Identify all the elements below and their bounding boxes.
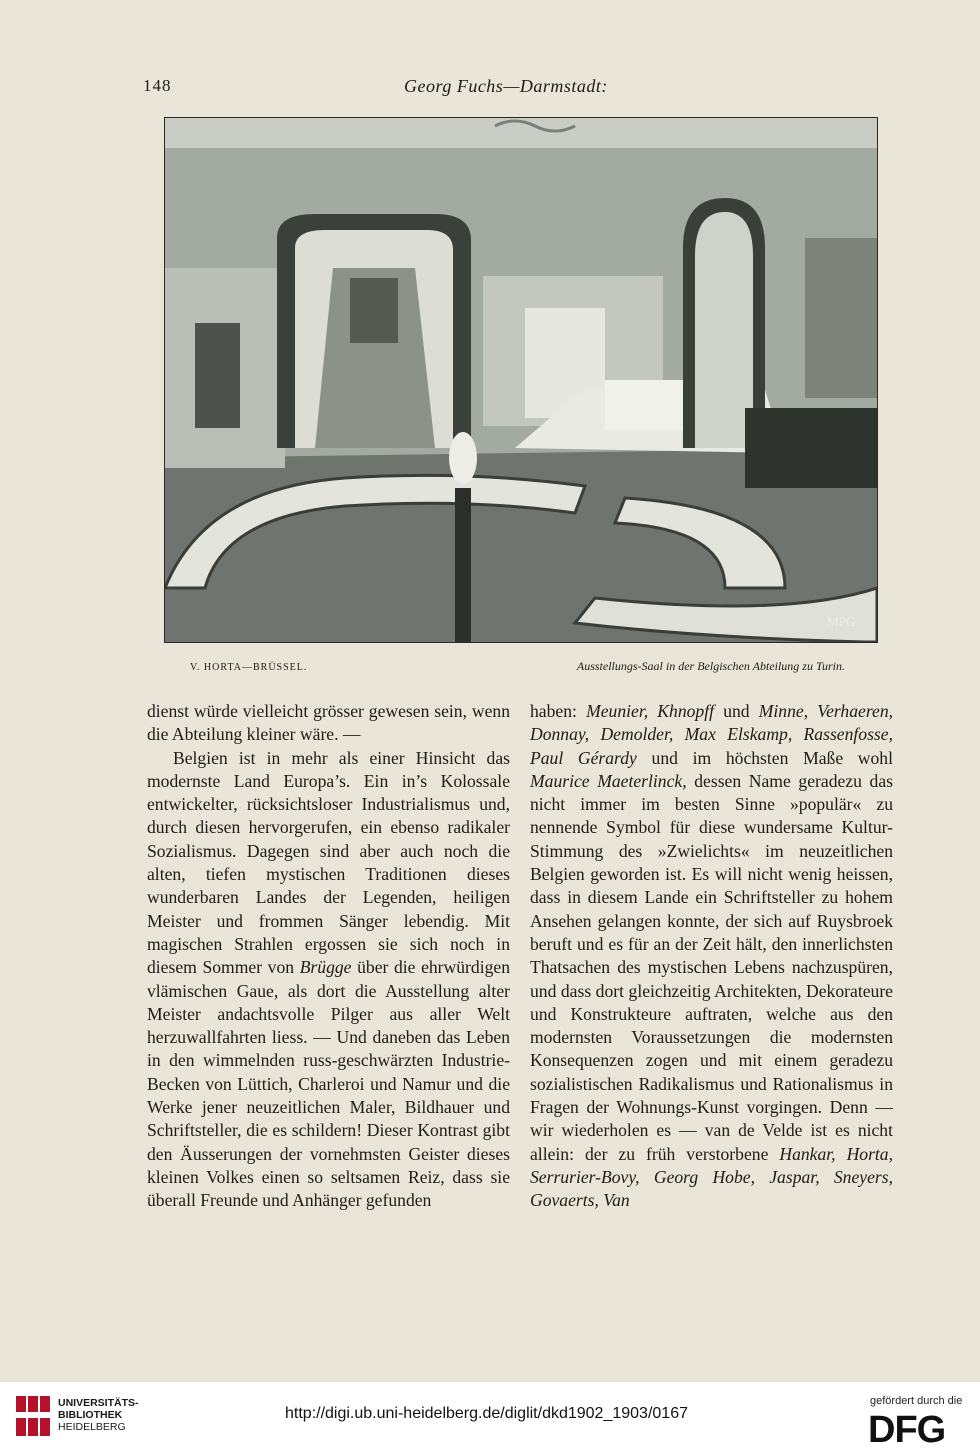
paragraph-3-text-4: dessen Name geradezu das nicht immer im besten Sinne »populär« zu nennende Symbol für diese wundersame Kultur-Stimmung des »Zwielichts« im neuzeitlichen Belgien geworden ist. Es will nicht wenig heissen, dass in diesem Lande ein Schriftsteller zu hohem Ansehen gelangen konnte, der sich auf Ruysbroek beruft und es für an der Zeit hält, den innerlichsten Thatsachen des mystischen Lebens nachzuspüren, und dass dort gleichzeitig Architekten, Dekorateure und Konstrukteure auftraten, welche aus den modernsten Voraussetzungen die modernsten Konsequenzen zogen und mit einem geradezu sozialistischen Radikalismus und Rationalismus in Fragen der Wohnungs-Kunst vorgingen. Denn — wir wiederholen es — van de Velde ist es nicht allein: der zu früh verstorbene [530,770,893,1164]
left-cabinet [195,323,240,428]
vase [449,432,477,484]
funding-text: gefördert durch die [870,1395,963,1407]
right-arch-curtain [695,212,753,448]
paragraph-2-text-b: über die ehrwürdigen vlämischen Gaue, als dort die Ausstellung alter Meister andachtsvolle Pilger aus aller Welt herzuwallfahrten liess. — Und daneben das Leben in den wimmelnden russ-geschwärzten Industrie-Becken von Lüttich, Charleroi und Namur und die Werke jener neuzeitlichen Maler, Bildhauer und Schriftsteller, die es schildern! Dieser Kontrast gibt den Äusserungen der vornehmsten Geister dieses kleinen Volkes einen so seltsamen Reiz, dass sie überall Freunde und Anhänger gefunden [147,957,510,1211]
library-name [58,1397,139,1433]
paragraph-2-text-a: Belgien ist in mehr als einer Hinsicht das modernste Land Europa’s. Ein in’s Kolossale entwickelter, rücksichtsloser Industrialismus und, durch diesen hervorgerufen, ein ebenso radikaler Sozialismus. Dagegen sind aber auch noch die alten, tiefen mystischen Traditionen dieses wunderbaren Landes der Legenden, heiligen Meister und frommen Sänger lebendig. Mit magischen Strahlen ergossen sie sich noch in diesem Sommer von [147,747,510,978]
names-group-3: Hankar, Horta, Serrurier-Bovy, Georg Hobe, Jaspar, Sneyers, Govaerts, Van [530,1143,893,1211]
name-maeterlinck: Maurice Maeterlinck, [530,770,687,791]
paragraph-2 [147,747,510,1213]
figure-caption-architect: V. HORTA—BRÜSSEL. [190,662,308,673]
text-column-right [530,700,893,1213]
permalink-url[interactable]: http://digi.ub.uni-heidelberg.de/diglit/dkd1902_1903/0167 [285,1405,688,1422]
place-name-brugge: Brügge [299,957,352,978]
names-group-1: Meunier, Khnopff [586,701,715,721]
right-bench [745,408,877,488]
wall-painting [805,238,877,398]
library-line-1: UNIVERSITÄTS- [58,1397,139,1409]
figure-caption-title: Ausstellungs-Saal in der Belgischen Abteilung zu Turin. [576,659,845,673]
exhibition-hall-photo [164,117,878,643]
library-line-3: HEIDELBERG [58,1421,126,1433]
photographer-monogram: MPG [827,614,856,629]
table [605,380,695,430]
digitization-footer [0,1382,980,1453]
names-group-2: Minne, Verhaeren, Donnay, Demolder, Max Elskamp, Rassenfosse, Paul Gérardy [530,701,894,768]
paragraph-3-text-1: haben: [530,701,587,721]
central-pedestal [455,488,471,642]
corridor-end [350,278,398,343]
paragraph-3-text-3: und im höchsten Maße wohl [636,747,893,768]
dfg-logo: DFG [868,1409,946,1451]
photo-illustration [165,118,877,642]
university-library-logo-icon [14,1394,52,1438]
running-title: Georg Fuchs—Darmstadt: [404,76,608,96]
library-line-2: BIBLIOTHEK [58,1409,123,1421]
paragraph-1: dienst würde vielleicht grösser gewesen sein, wenn die Abteilung kleiner wäre. — [147,701,510,745]
paragraph-3-text-2: und [714,701,759,721]
page-number: 148 [143,76,172,95]
paragraph-3 [530,700,893,1213]
text-column-left [147,700,510,1213]
running-header [0,72,980,102]
